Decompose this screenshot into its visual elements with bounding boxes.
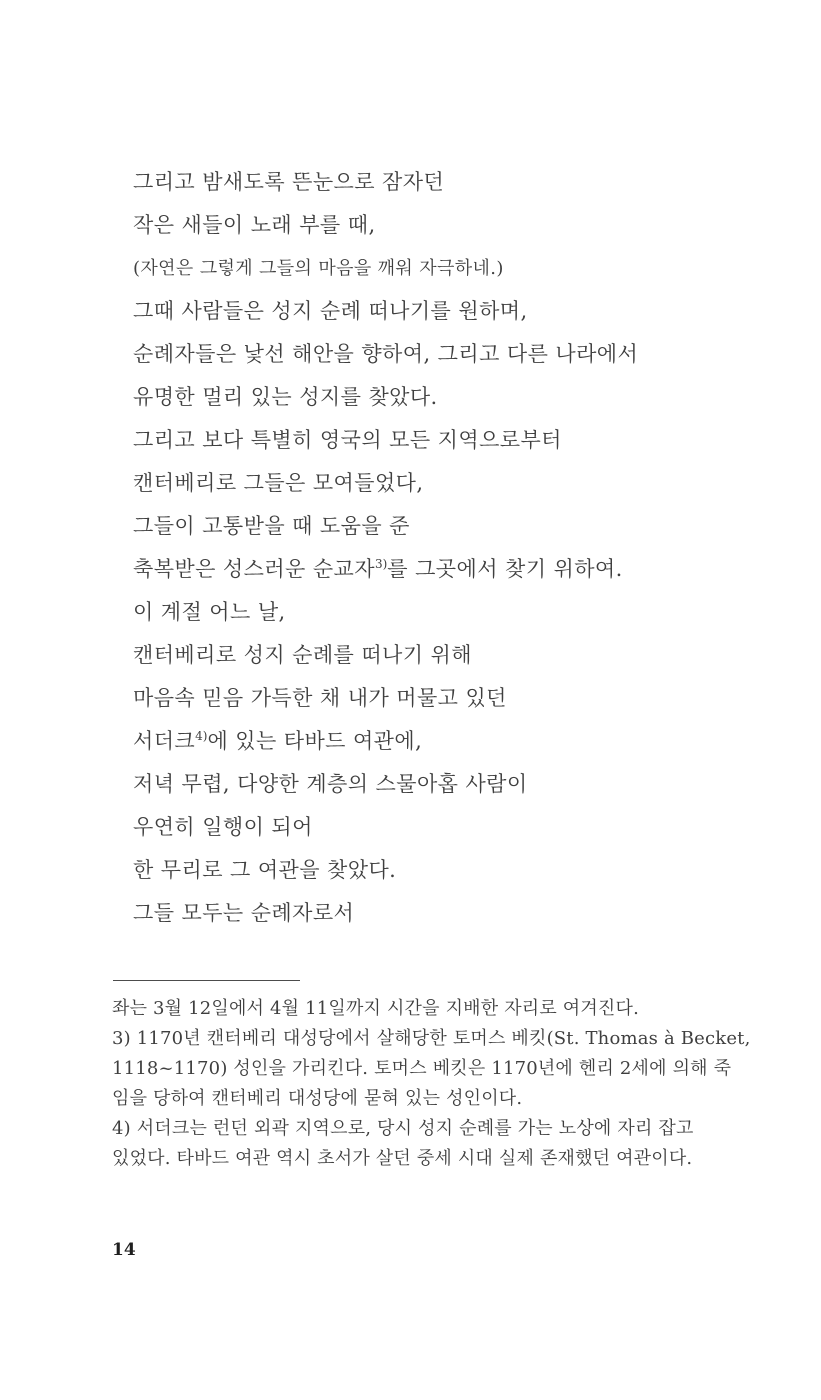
footnote-line: 있었다. 타바드 여관 역시 초서가 살던 중세 시대 실제 존재했던 여관이다. (112, 1148, 693, 1169)
poem-line: 유명한 멀리 있는 성지를 찾았다. (133, 385, 438, 409)
poem-line: (자연은 그렇게 그들의 마음을 깨워 자극하네.) (133, 258, 504, 279)
poem-line: 그들이 고통받을 때 도움을 준 (133, 514, 410, 538)
poem-line: 작은 새들이 노래 부를 때, (133, 213, 376, 237)
poem-line: 우연히 일행이 되어 (133, 815, 313, 839)
poem-line-text: 서더크 (133, 729, 196, 753)
footnote-ref: 4) (195, 729, 208, 743)
poem-line (133, 720, 638, 763)
poem-line: 마음속 믿음 가득한 채 내가 머물고 있던 (133, 686, 507, 710)
footnote-line: 1118~1170) 성인을 가리킨다. 토머스 베킷은 1170년에 헨리 2세에 의해 죽 (112, 1058, 732, 1079)
footnote-divider (113, 980, 300, 981)
poem (133, 161, 638, 935)
page-number: 14 (112, 1240, 136, 1260)
footnotes (112, 994, 751, 1174)
poem-line-text: 축복받은 성스러운 순교자 (133, 557, 375, 581)
poem-line: 캔터베리로 성지 순례를 떠나기 위해 (133, 643, 472, 667)
poem-line: 그리고 밤새도록 뜬눈으로 잠자던 (133, 170, 445, 194)
footnote-line: 3) 1170년 캔터베리 대성당에서 살해당한 토머스 베킷(St. Thomas à Becket, (112, 1028, 751, 1049)
poem-line: 캔터베리로 그들은 모여들었다, (133, 471, 424, 495)
footnote-line: 좌는 3월 12일에서 4월 11일까지 시간을 지배한 자리로 여겨진다. (112, 998, 639, 1019)
poem-line: 그리고 보다 특별히 영국의 모든 지역으로부터 (133, 428, 562, 452)
footnote-line: 임을 당하여 캔터베리 대성당에 묻혀 있는 성인이다. (112, 1088, 523, 1109)
poem-line-text: 에 있는 타바드 여관에, (207, 729, 423, 753)
poem-line: 저녁 무렵, 다양한 계층의 스물아홉 사람이 (133, 772, 528, 796)
poem-line: 그때 사람들은 성지 순례 떠나기를 원하며, (133, 299, 528, 323)
poem-line: 그들 모두는 순례자로서 (133, 901, 355, 925)
poem-line: 순례자들은 낯선 해안을 향하여, 그리고 다른 나라에서 (133, 342, 639, 366)
poem-line: 한 무리로 그 여관을 찾았다. (133, 858, 397, 882)
poem-line: 이 계절 어느 날, (133, 600, 286, 624)
poem-line-text: 를 그곳에서 찾기 위하여. (387, 557, 623, 581)
footnote-line: 4) 서더크는 런던 외곽 지역으로, 당시 성지 순례를 가는 노상에 자리 잡고 (112, 1118, 694, 1139)
footnote-ref: 3) (374, 557, 388, 571)
poem-line (133, 548, 638, 591)
